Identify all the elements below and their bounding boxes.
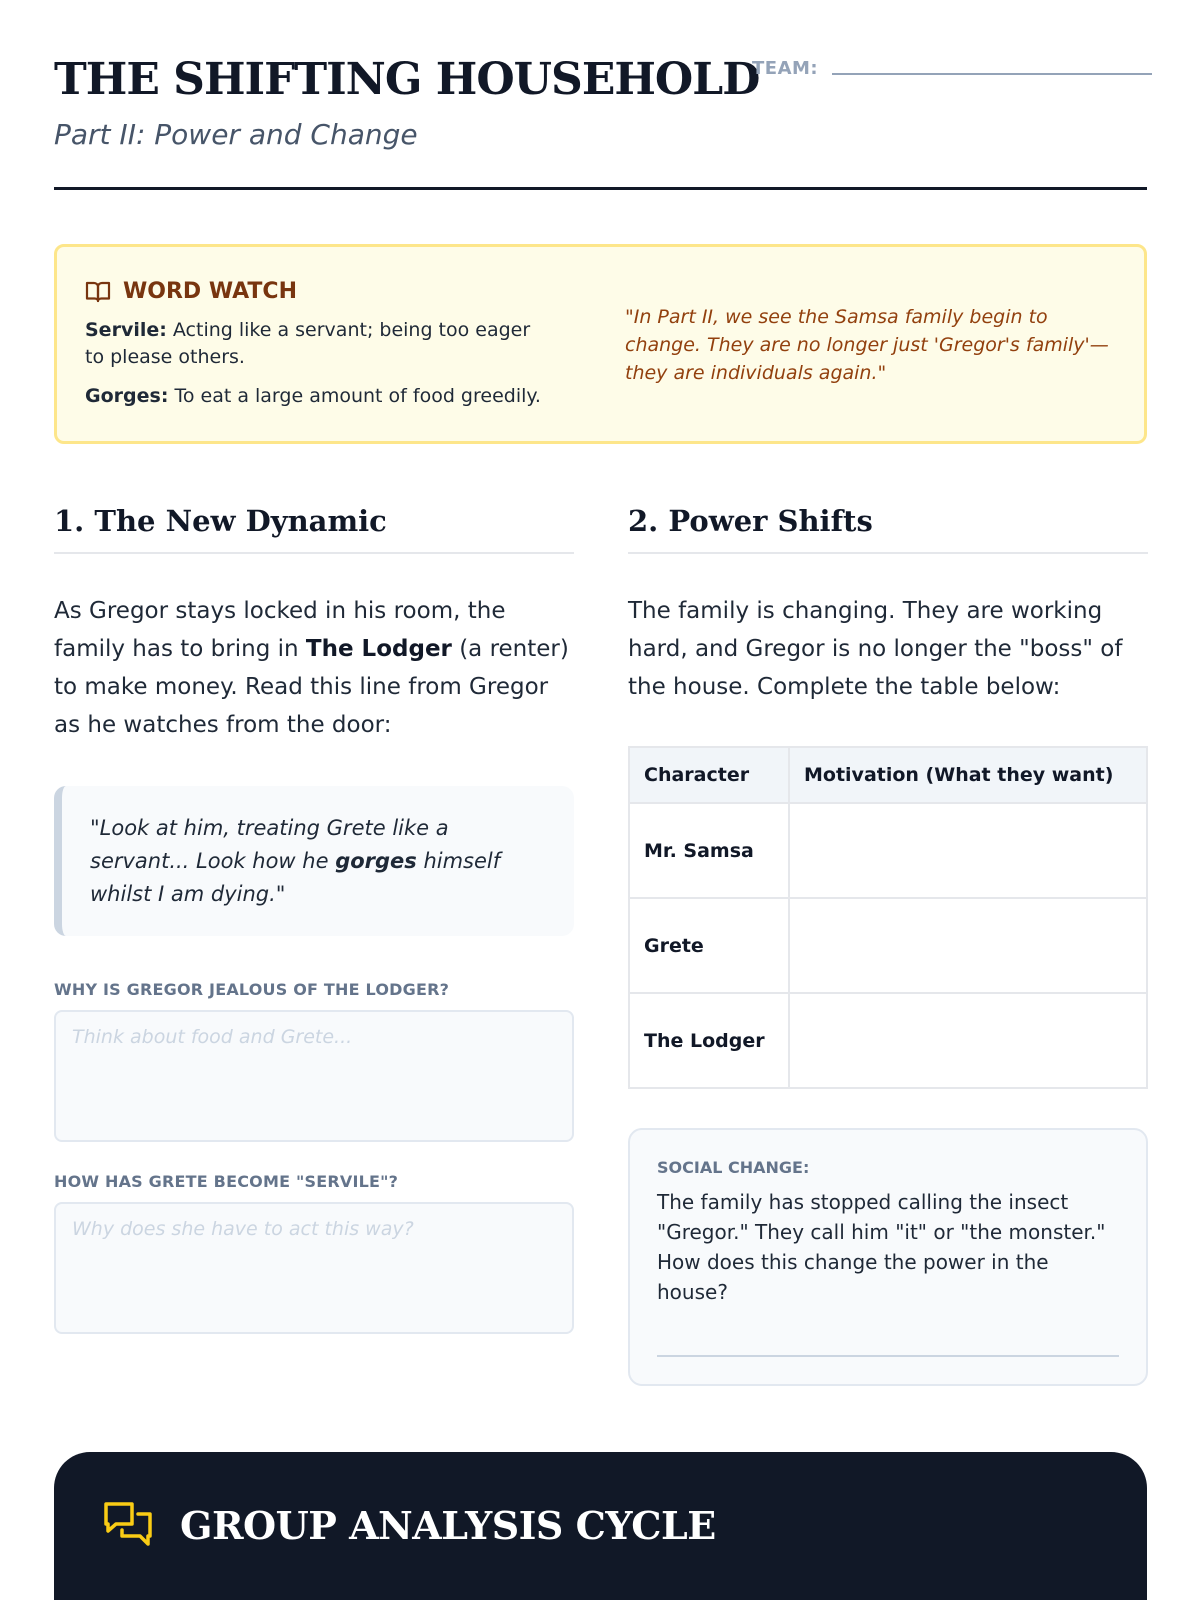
- motivation-cell[interactable]: [789, 993, 1147, 1088]
- motivation-cell[interactable]: [789, 898, 1147, 993]
- team-field: [752, 58, 1152, 79]
- word-watch-box: [54, 244, 1147, 444]
- quote-text: himself whilst I am dying.": [90, 849, 501, 906]
- social-change-label: SOCIAL CHANGE:: [657, 1158, 810, 1177]
- quote-text: "Look at him, treating Grete like a servant... Look how he: [90, 816, 449, 873]
- question-2-answer-input[interactable]: [54, 1202, 574, 1334]
- answer-line[interactable]: [657, 1355, 1119, 1357]
- definition-text: To eat a large amount of food greedily.: [168, 385, 541, 407]
- question-1-answer-input[interactable]: [54, 1010, 574, 1142]
- social-change-box: [628, 1128, 1148, 1386]
- chat-bubbles-icon: [102, 1500, 154, 1550]
- definition-servile: [85, 317, 555, 371]
- page-title: THE SHIFTING HOUSEHOLD: [54, 54, 760, 105]
- column-header-motivation: Motivation (What they want): [789, 747, 1147, 803]
- intro-text: (a renter) to make money. Read this line from Gregor as he watches from the door:: [54, 636, 569, 738]
- character-name: The Lodger: [629, 993, 789, 1088]
- section-1-intro: [54, 592, 574, 744]
- group-analysis-heading: [102, 1500, 716, 1550]
- page-subtitle: Part II: Power and Change: [54, 118, 418, 151]
- intro-emphasis: The Lodger: [305, 636, 452, 662]
- table-row: [629, 803, 1147, 898]
- character-name: Mr. Samsa: [629, 803, 789, 898]
- definition-term: Gorges:: [85, 385, 169, 407]
- definition-text: Acting like a servant; being too eager to please others.: [85, 319, 531, 368]
- character-name: Grete: [629, 898, 789, 993]
- word-watch-heading: [85, 279, 297, 304]
- worksheet-header: [54, 54, 1147, 190]
- intro-text: As Gregor stays locked in his room, the family has to bring in: [54, 598, 506, 662]
- table-row: [629, 898, 1147, 993]
- book-open-icon: [85, 280, 111, 304]
- social-change-prompt: The family has stopped calling the insect "Gregor." They call him "it" or "the monster." How does this change the power in the house?: [657, 1190, 1106, 1304]
- group-analysis-title: GROUP ANALYSIS CYCLE: [180, 1502, 716, 1548]
- question-1-label: WHY IS GREGOR JEALOUS OF THE LODGER?: [54, 980, 450, 999]
- section-1-heading: 1. The New Dynamic: [54, 504, 574, 554]
- table-header-row: [629, 747, 1147, 803]
- question-2-label: HOW HAS GRETE BECOME "SERVILE"?: [54, 1172, 399, 1191]
- team-name-line[interactable]: [832, 73, 1152, 75]
- column-header-character: Character: [629, 747, 789, 803]
- definition-term: Servile:: [85, 319, 167, 341]
- definition-gorges: [85, 383, 555, 410]
- section-2-heading: 2. Power Shifts: [628, 504, 1148, 554]
- power-shifts-table: [628, 746, 1148, 1089]
- group-analysis-panel: [54, 1452, 1147, 1600]
- team-label: TEAM:: [752, 58, 819, 79]
- word-watch-title: WORD WATCH: [123, 279, 297, 304]
- gregor-quote: [54, 786, 574, 936]
- motivation-cell[interactable]: [789, 803, 1147, 898]
- quote-emphasis: gorges: [335, 849, 417, 873]
- section-2-intro: The family is changing. They are working hard, and Gregor is no longer the "boss" of the house. Complete the table below:: [628, 598, 1123, 700]
- table-row: [629, 993, 1147, 1088]
- word-watch-quote: "In Part II, we see the Samsa family begin to change. They are no longer just 'Gregor's family'—they are individuals again.": [625, 306, 1109, 384]
